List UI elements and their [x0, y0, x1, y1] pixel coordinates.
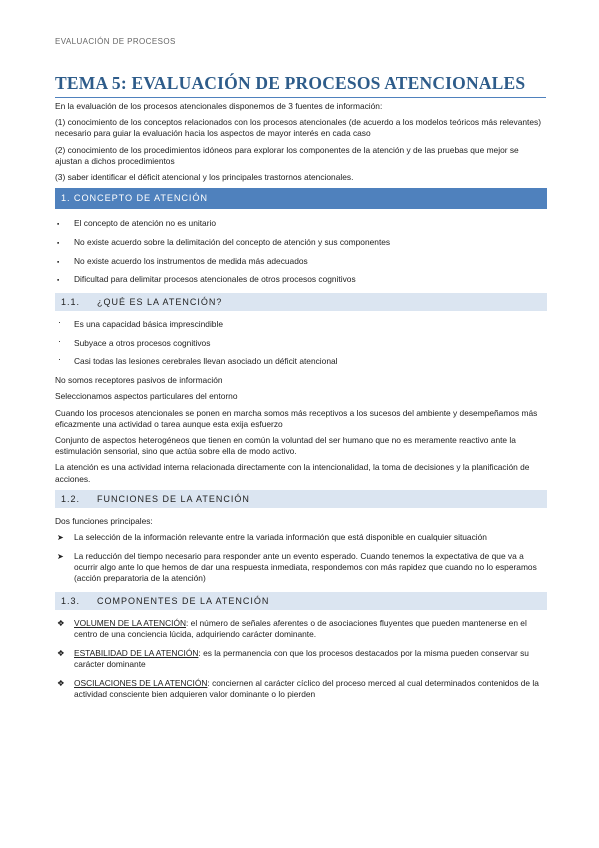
subsection-title: ¿QUÉ ES LA ATENCIÓN? [97, 297, 223, 308]
subsection-heading-que-es [55, 293, 547, 311]
body-paragraph: Cuando los procesos atencionales se ponen en marcha somos más receptivos a los sucesos del ambiente y desempeñamos más eficazmente una actividad o tarea aunque esta exija esfuerzo [55, 407, 538, 429]
page-title: TEMA 5: EVALUACIÓN DE PROCESOS ATENCIONALES [55, 73, 546, 98]
document-body [55, 101, 547, 708]
que-es-bullet-list [55, 319, 547, 368]
list-item [55, 618, 547, 640]
arrow-bullet-icon: ➤ [57, 532, 64, 542]
subsection-title: COMPONENTES DE LA ATENCIÓN [97, 595, 270, 606]
list-item: · Es una capacidad básica imprescindible [58, 317, 223, 330]
intro-paragraph: (2) conocimiento de los procedimientos idóneos para explorar los componentes de la atención y de las pruebas que mejor se ajustan a dichos procedimientos [55, 144, 519, 166]
list-item: ▪ No existe acuerdo sobre la delimitación del concepto de atención y sus componentes [55, 237, 547, 248]
intro-paragraph: En la evaluación de los procesos atencionales disponemos de 3 fuentes de información: [55, 101, 383, 111]
square-bullet-icon: ▪ [57, 277, 60, 285]
dot-bullet-icon: · [58, 354, 61, 365]
subsection-number: 1.3. [61, 595, 81, 606]
body-paragraph: Dos funciones principales: [55, 515, 153, 526]
list-item: ➤ La selección de la información relevante entre la variada información que está disponible en cualquier situación [57, 531, 487, 542]
body-paragraph: Conjunto de aspectos heterogéneos que tienen en común la voluntad del ser humano que no es meramente reactivo ante la estimulación sensorial, sino que actúa sobre ella de modo activo. [55, 434, 516, 457]
list-item [55, 648, 547, 670]
componentes-bullet-list [55, 618, 547, 700]
component-definition: : conciernen al carácter cíclico del proceso merced al cual determinados contenidos de la actividad consciente bien adquieren valor dominante o lo pierden [74, 677, 539, 699]
list-item: ➤ La reducción del tiempo necesario para responder ante un evento esperado. Cuando tenemos la expectativa de que va a ocurrir algo ante lo que hemos de dar una respuesta inmediata, respondemos con más rapidez que cuando no lo esperamos (acción preparatoria de la atención) [57, 550, 537, 584]
square-bullet-icon: ▪ [57, 239, 60, 247]
funciones-bullet-list [55, 532, 547, 584]
subsection-heading-componentes [55, 592, 547, 610]
dot-bullet-icon: · [58, 317, 61, 328]
list-item: ▪ No existe acuerdo los instrumentos de medida más adecuados [55, 256, 547, 267]
subsection-heading-funciones [55, 490, 547, 508]
list-item: ▪ El concepto de atención no es unitario [55, 218, 547, 229]
subsection-number: 1.2. [61, 493, 81, 504]
component-definition: : es la permanencia con que los procesos destacados por la misma pueden conservar su carácter dominante [74, 647, 529, 669]
section-heading-concepto: 1. CONCEPTO DE ATENCIÓN [55, 188, 547, 209]
arrow-bullet-icon: ➤ [57, 551, 64, 561]
component-definition: : el número de señales aferentes o de asociaciones fluyentes que pueden mantenerse en el centro de una conciencia lúcida, adquiriendo carácter dominante. [74, 617, 527, 639]
subsection-title: FUNCIONES DE LA ATENCIÓN [97, 493, 250, 504]
running-header: EVALUACIÓN DE PROCESOS [55, 37, 176, 46]
component-term: OSCILACIONES DE LA ATENCIÓN [74, 677, 208, 688]
diamond-bullet-icon: ❖ [57, 617, 65, 628]
diamond-bullet-icon: ❖ [57, 647, 65, 658]
component-term: ESTABILIDAD DE LA ATENCIÓN [74, 647, 199, 658]
diamond-bullet-icon: ❖ [57, 677, 65, 688]
square-bullet-icon: ▪ [57, 221, 60, 229]
concepto-bullet-list [55, 218, 547, 285]
square-bullet-icon: ▪ [57, 258, 60, 266]
list-item [55, 678, 547, 700]
intro-paragraph: (1) conocimiento de los conceptos relacionados con los procesos atencionales (de acuerdo a los modelos teóricos más relevantes) necesario para guiar la evaluación hacia los aspectos de mayor interés en cada caso [55, 117, 542, 139]
subsection-number: 1.1. [61, 297, 81, 308]
body-paragraph: Seleccionamos aspectos particulares del entorno [55, 391, 238, 402]
intro-paragraph: (3) saber identificar el déficit atencional y los principales trastornos atencionales. [55, 172, 354, 183]
component-term: VOLUMEN DE LA ATENCIÓN [74, 617, 187, 628]
dot-bullet-icon: · [58, 335, 61, 346]
list-item: · Casi todas las lesiones cerebrales llevan asociado un déficit atencional [58, 354, 338, 367]
list-item: ▪ Dificultad para delimitar procesos atencionales de otros procesos cognitivos [55, 274, 547, 285]
body-paragraph: La atención es una actividad interna relacionada directamente con la intencionalidad, la toma de decisiones y la planificación de acciones. [55, 462, 530, 484]
body-paragraph: No somos receptores pasivos de información [55, 375, 223, 386]
list-item: · Subyace a otros procesos cognitivos [58, 335, 211, 348]
